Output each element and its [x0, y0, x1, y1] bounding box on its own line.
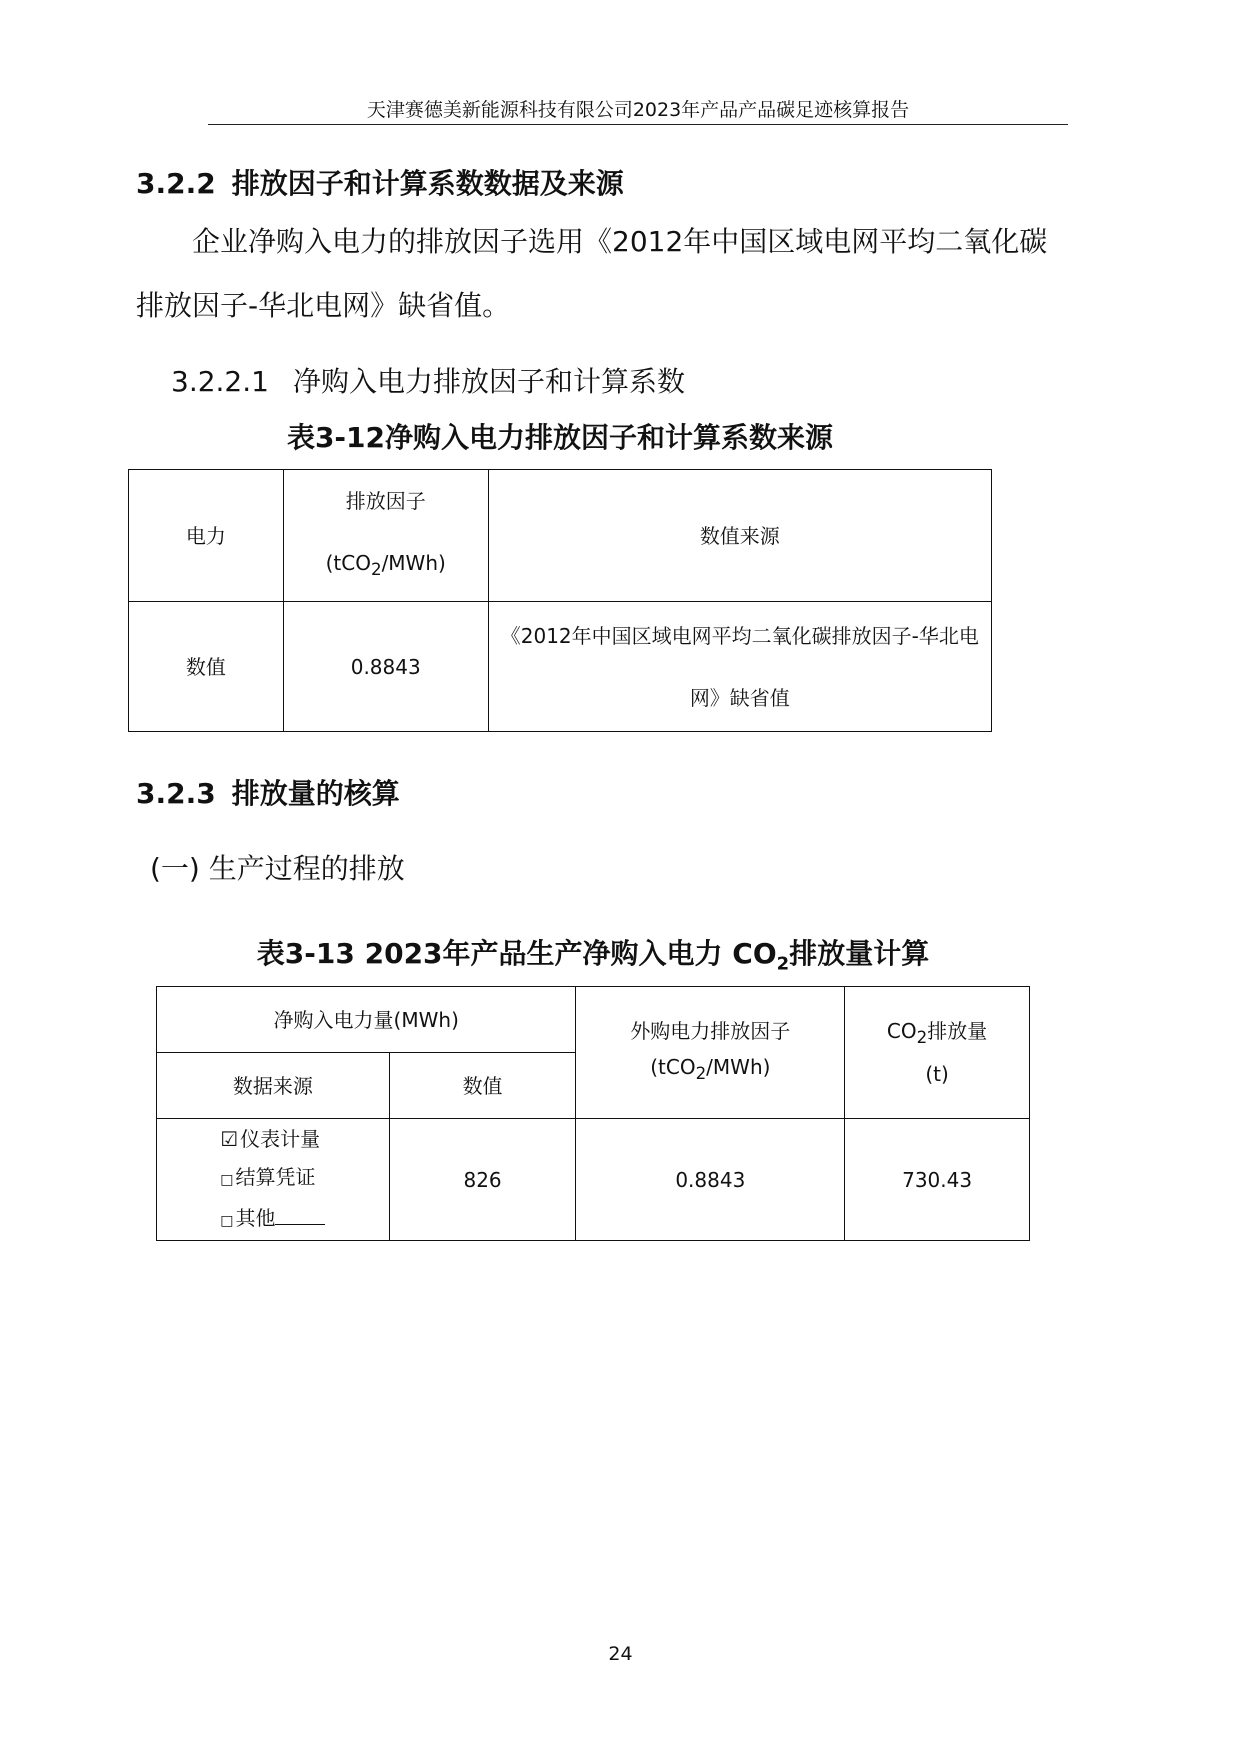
table-313: [156, 986, 1030, 1241]
table-312-header-row: [129, 470, 992, 602]
source-option-meter: ☑ 仪表计量: [220, 1126, 321, 1151]
section-322-heading: [136, 166, 624, 202]
table-313-header-emission-unit: (t): [925, 1062, 949, 1086]
fill-in-blank: [275, 1206, 325, 1225]
table-313-header-factor-label: 外购电力排放因子: [630, 1019, 791, 1043]
table-313-caption: 表3-13 2023年产品生产净购入电力 $CO_2$排放量计算: [256, 937, 930, 975]
table-313-row-source: [157, 1119, 390, 1241]
table-312-header-electricity: 电力: [129, 470, 284, 602]
table-313-row-factor: 0.8843: [576, 1119, 845, 1241]
table-313-row-value: 826: [389, 1119, 576, 1241]
table-312-header-factor-unit: (tCO$_2$/MWh): [325, 551, 446, 579]
table-313-row-emission: 730.43: [845, 1119, 1030, 1241]
table-313-header-value: 数值: [389, 1053, 576, 1119]
section-322-paragraph: [136, 210, 1056, 338]
table-312-header-factor: [283, 470, 488, 602]
section-323-title: 排放量的核算: [231, 777, 400, 810]
table-313-header-row-1: [157, 987, 1030, 1053]
section-322-number: 3.2.2: [136, 167, 216, 200]
source-option-other: □ 其他: [220, 1199, 325, 1240]
header-rule: [208, 124, 1068, 125]
table-312-row: [129, 602, 992, 732]
page-number: 24: [608, 1643, 633, 1665]
table-312-caption: 表3-12净购入电力排放因子和计算系数来源: [286, 421, 834, 454]
table-312-row-value: 0.8843: [283, 602, 488, 732]
empty-box-icon: □: [220, 1212, 234, 1229]
section-3221-heading: [171, 364, 685, 400]
table-312-row-source: 《2012年中国区域电网平均二氧化碳排放因子-华北电网》缺省值: [488, 602, 991, 732]
table-313-header-factor-unit: (tCO$_2$/MWh): [650, 1055, 771, 1083]
table-313-header-emission-label: $CO_2$排放量: [886, 1019, 988, 1047]
section-323-heading: [136, 776, 400, 812]
table-313-header-source: 数据来源: [157, 1053, 390, 1119]
section-3221-number: 3.2.2.1: [171, 365, 269, 398]
table-312-header-source: 数值来源: [488, 470, 991, 602]
table-313-header-emission: [845, 987, 1030, 1119]
section-323-sub-item: (一) 生产过程的排放: [150, 852, 405, 885]
section-323-number: 3.2.3: [136, 777, 216, 810]
table-313-header-group: 净购入电力量(MWh): [157, 987, 576, 1053]
table-313-row: [157, 1119, 1030, 1241]
table-312-header-factor-label: 排放因子: [345, 489, 426, 513]
checked-box-icon: ☑: [220, 1126, 239, 1151]
header-title: 天津赛德美新能源科技有限公司2023年产品产品碳足迹核算报告: [366, 99, 910, 121]
table-313-header-factor: [576, 987, 845, 1119]
table-312: [128, 469, 992, 732]
source-options: [220, 1120, 325, 1240]
table-312-row-label: 数值: [129, 602, 284, 732]
section-3221-title: 净购入电力排放因子和计算系数: [292, 365, 685, 398]
section-322-paragraph-text: 企业净购入电力的排放因子选用《2012年中国区域电网平均二氧化碳排放因子-华北电网》缺省值。: [136, 225, 1048, 322]
section-322-title: 排放因子和计算系数数据及来源: [231, 167, 624, 200]
source-option-settlement: □ 结算凭证: [220, 1164, 316, 1189]
empty-box-icon: □: [220, 1171, 234, 1188]
